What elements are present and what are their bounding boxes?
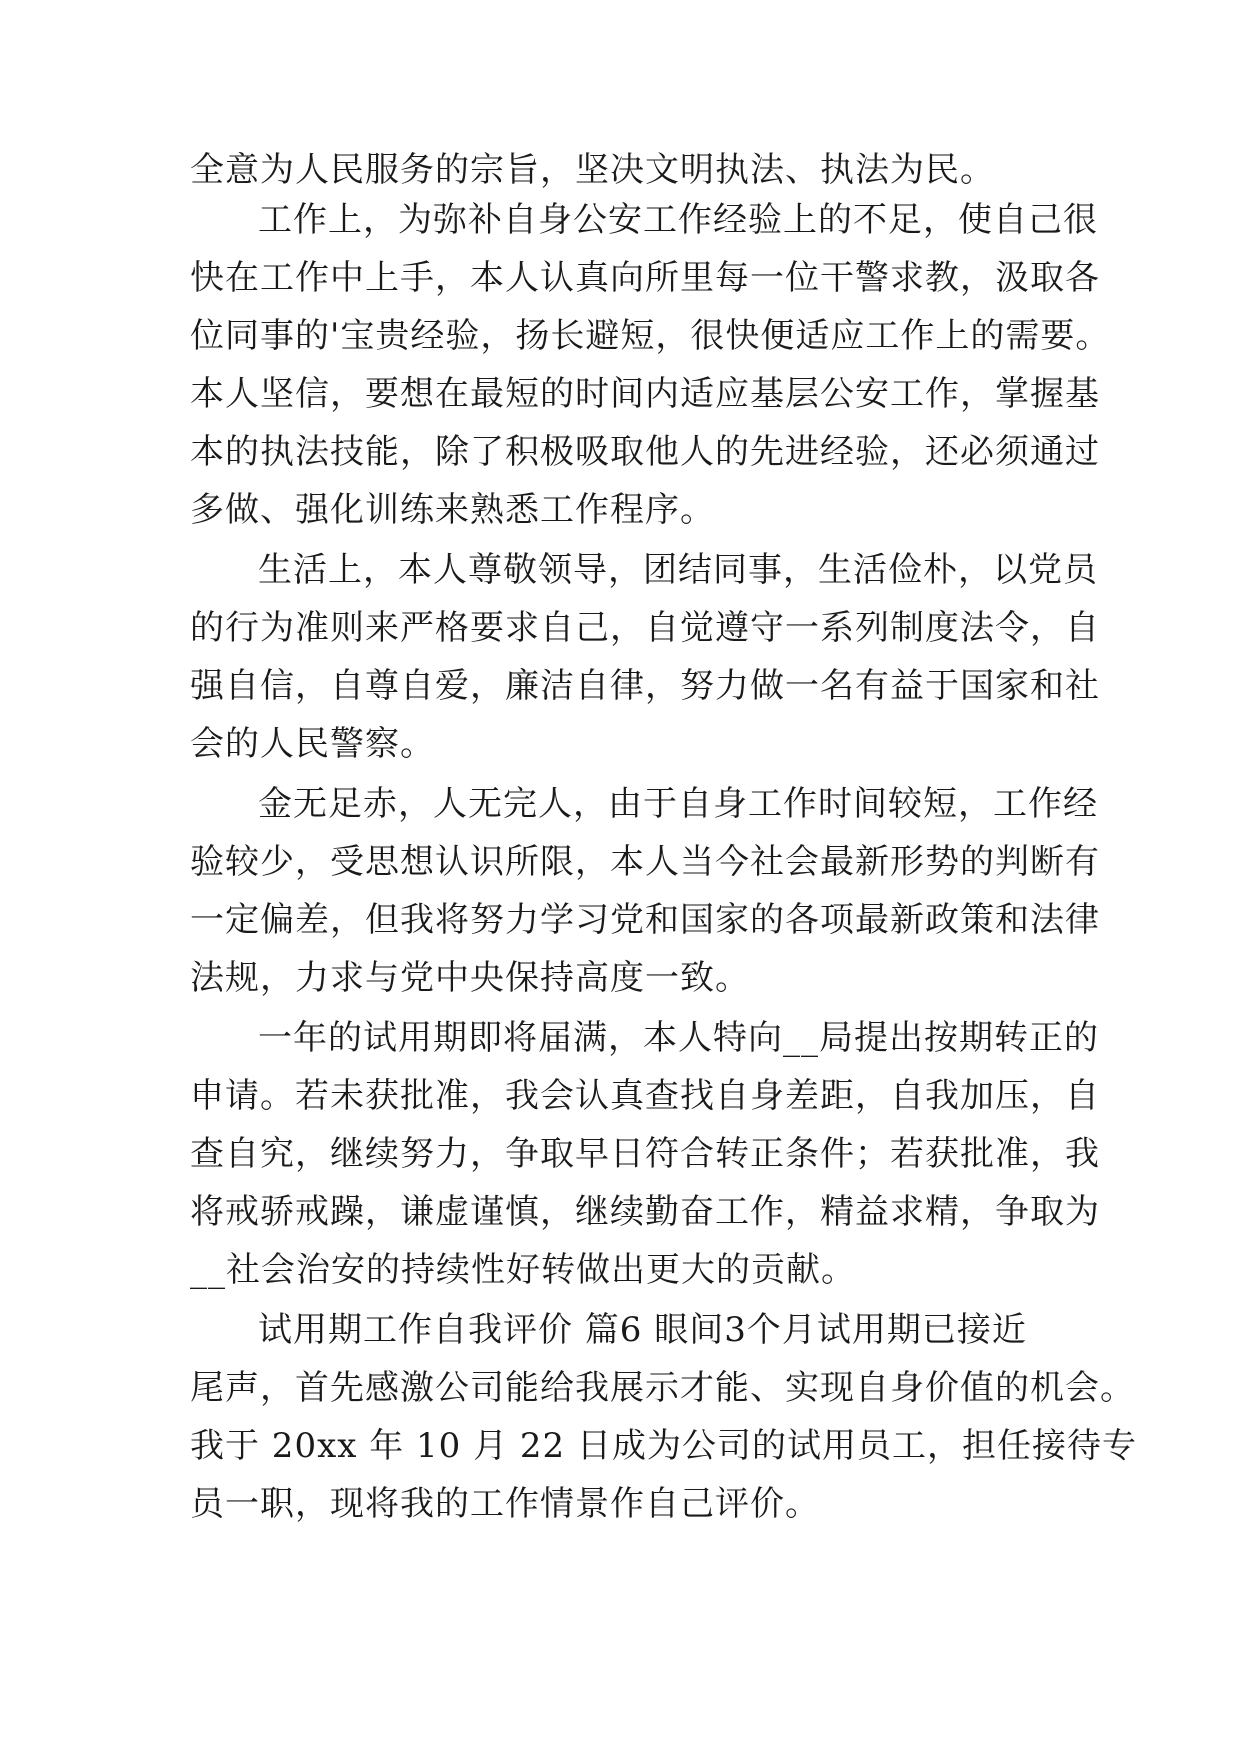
text-line: 强自信，自尊自爱，廉洁自律，努力做一名有益于国家和社: [190, 666, 1100, 706]
text-line: 一定偏差，但我将努力学习党和国家的各项最新政策和法律: [190, 900, 1100, 940]
text-line: 法规，力求与党中央保持高度一致。: [190, 958, 750, 998]
text-line: 会的人民警察。: [190, 724, 435, 764]
text-line: 尾声，首先感激公司能给我展示才能、实现自身价值的机会。: [190, 1368, 1135, 1408]
text-line: 查自究，继续努力，争取早日符合转正条件；若获批准，我: [190, 1134, 1100, 1174]
text-line: 我于 20xx 年 10 月 22 日成为公司的试用员工，担任接待专: [190, 1426, 1137, 1466]
text-line: 将戒骄戒躁，谦虚谨慎，继续勤奋工作，精益求精，争取为: [190, 1192, 1100, 1232]
text-line: __社会治安的持续性好转做出更大的贡献。: [190, 1250, 856, 1290]
text-line: 本的执法技能，除了积极吸取他人的先进经验，还必须通过: [190, 432, 1100, 472]
text-line: 员一职，现将我的工作情景作自己评价。: [190, 1484, 820, 1524]
text-line: 全意为人民服务的宗旨，坚决文明执法、执法为民。: [190, 150, 995, 190]
text-line: 验较少，受思想认识所限，本人当今社会最新形势的判断有: [190, 842, 1100, 882]
text-line: 生活上，本人尊敬领导，团结同事，生活俭朴，以党员: [258, 550, 1098, 590]
text-line: 金无足赤，人无完人，由于自身工作时间较短，工作经: [258, 784, 1098, 824]
text-line: 本人坚信，要想在最短的时间内适应基层公安工作，掌握基: [190, 374, 1100, 414]
text-line: 的行为准则来严格要求自己，自觉遵守一系列制度法令，自: [190, 608, 1100, 648]
text-line: 快在工作中上手，本人认真向所里每一位干警求教，汲取各: [190, 258, 1100, 298]
text-line: 工作上，为弥补自身公安工作经验上的不足，使自己很: [258, 200, 1098, 240]
text-line: 申请。若未获批准，我会认真查找自身差距，自我加压，自: [190, 1076, 1100, 1116]
text-line: 试用期工作自我评价 篇6 眼间3个月试用期已接近: [258, 1310, 1027, 1350]
text-line: 多做、强化训练来熟悉工作程序。: [190, 490, 715, 530]
text-line: 位同事的'宝贵经验，扬长避短，很快便适应工作上的需要。: [190, 316, 1111, 356]
text-line: 一年的试用期即将届满，本人特向__局提出按期转正的: [258, 1018, 1099, 1058]
